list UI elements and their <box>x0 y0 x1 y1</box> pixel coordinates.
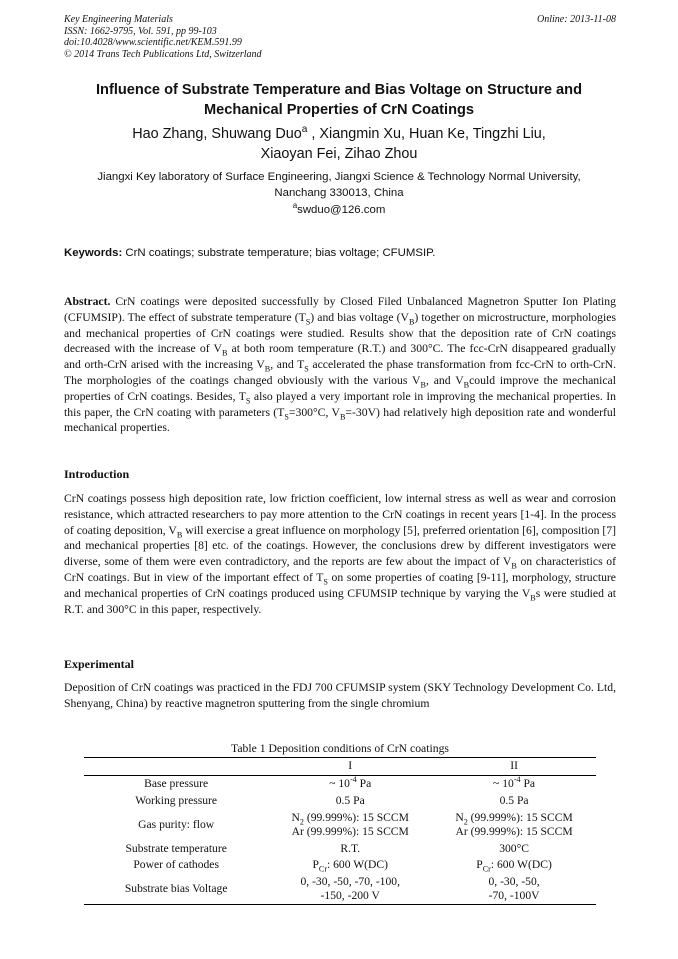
title-line-1: Influence of Substrate Temperature and Bias Voltage on Structure and <box>95 82 582 98</box>
cell-value: 0.5 Pa <box>335 793 365 807</box>
keywords-text: CrN coatings; substrate temperature; bias voltage; CFUMSIP. <box>122 247 436 259</box>
cell-value: ~ $10^{-4}$ Pa <box>329 775 372 791</box>
introduction-text: CrN coatings possess high deposition rate, low friction coefficient, low internal stress as well as wear and corrosion resistance, which attracted researchers to pay more attention to the CrN coatings in recent years [1-4]. In the process of coating deposition, $V_B$ will exercise a great influence on morphology [5], preferred orientation [6], composition [7] and mechanical properties [8] etc. of the coatings. However, the conclusions drew by different investigators were diverse, some of them were even contradictory, and the reports are few about the impact of $V_B$ on characteristics of CrN coatings. But in view of the important effect of $T_S$ on some properties of coating [9-11], morphology, structure and mechanical properties of CrN coatings produced using CFUMSIP technique by varying the $V_Bs$ were studied at R.T. and 300°C in this paper, respectively. <box>64 492 617 616</box>
cell-value: $P_{Cr}$: 600 W(DC) <box>476 858 552 874</box>
table-header-col-1: I <box>268 758 432 776</box>
affiliation-line-2: Nanchang 330013, China <box>274 186 404 199</box>
keywords <box>64 246 616 261</box>
author-email: $^a$swduo@126.com <box>292 201 386 216</box>
journal-issn: ISSN: 1662-9795, Vol. 591, pp 99-103 <box>64 25 217 37</box>
paper-title <box>40 80 638 120</box>
abstract-label: Abstract. <box>64 295 111 308</box>
row-label: Working pressure <box>135 793 218 807</box>
row-label: Power of cathodes <box>133 858 219 872</box>
cell-value: 300°C <box>499 841 529 855</box>
table-header-col-2: II <box>432 758 596 776</box>
deposition-table <box>84 757 596 905</box>
cell-value: $N_2$ (99.999%): 15 SCCM Ar (99.999%): 15 SCCM <box>291 810 409 838</box>
table-row <box>84 809 596 840</box>
introduction-heading: Introduction <box>64 467 130 481</box>
journal-copyright: © 2014 Trans Tech Publications Ltd, Switzerland <box>64 48 262 60</box>
affiliation <box>40 170 638 201</box>
affiliation-line-1: Jiangxi Key laboratory of Surface Engineering, Jiangxi Science & Technology Normal University, <box>97 171 581 183</box>
online-date: Online: 2013-11-08 <box>537 14 616 25</box>
row-label: Substrate temperature <box>125 841 227 855</box>
row-label: Gas purity: flow <box>138 817 215 831</box>
journal-name: Key Engineering Materials <box>64 14 173 25</box>
table-header-empty <box>84 758 268 776</box>
cell-value: 0, -30, -50, -70, -100V <box>432 874 596 905</box>
table-row <box>84 874 596 905</box>
abstract: Abstract. CrN coatings were deposited successfully by Closed Filed Unbalanced Magnetron Sputter Ion Plating (CFUMSIP). The effect of substrate temperature $(T_S)$ and bias voltage $(V_B)$ together on microstructure, morphologies and mechanical properties of CrN coatings were studied. Results show that the deposition rate of CrN coatings decreased with the increase of $V_B$ at both room temperature (R.T.) and 300°C. The fcc-CrN disappeared gradually and orth-CrN arised with the increasing $V_B$, and $T_S$ accelerated the phase transformation from fcc-CrN to orth-CrN. The morphologies of the coatings changed obviously with the various $V_B$, and $V_Bcould$ improve the mechanical properties of CrN coatings. Besides, $T_S$ also played a very important role in improving the mechanical properties. In this paper, the CrN coating with parameters ($T_S=300^\circ C$, $V_B=-30V$) had relatively high deposition rate and wonderful mechanical properties. <box>64 295 617 435</box>
authors-line-1: Hao Zhang, Shuwang Duo$^a$ , Xiangmin Xu, Huan Ke, Tingzhi Liu, <box>132 124 546 142</box>
journal-header <box>64 14 616 60</box>
table-row <box>84 857 596 874</box>
experimental-text: Deposition of CrN coatings was practiced in the FDJ 700 CFUMSIP system (SKY Technology Development Co. Ltd, Shenyang, China) by reactive magnetron sputtering from the single chromium <box>64 681 616 710</box>
title-line-2: Mechanical Properties of CrN Coatings <box>203 102 475 118</box>
cell-value: $N_2$ (99.999%): 15 SCCM Ar (99.999%): 15 SCCM <box>455 810 573 838</box>
keywords-label: Keywords: <box>64 247 123 259</box>
cell-value: 0.5 Pa <box>499 793 529 807</box>
row-label: Substrate bias Voltage <box>84 874 268 905</box>
authors-line-2: Xiaoyan Fei, Zihao Zhou <box>260 146 418 162</box>
journal-doi: doi:10.4028/www.scientific.net/KEM.591.99 <box>64 37 242 48</box>
table-row <box>84 775 596 792</box>
table-row <box>84 840 596 857</box>
row-label: Base pressure <box>144 777 209 791</box>
cell-value: ~ $10^{-4}$ Pa <box>493 775 536 791</box>
table-caption: Table 1 Deposition conditions of CrN coatings <box>231 742 449 755</box>
cell-value: 0, -30, -50, -70, -100, -150, -200 V <box>268 874 432 905</box>
cell-value: R.T. <box>340 841 361 855</box>
authors <box>40 124 638 164</box>
table-header-row <box>84 758 596 776</box>
cell-value: $P_{Cr}$: 600 W(DC) <box>312 858 388 874</box>
experimental-heading: Experimental <box>64 657 134 671</box>
table-row <box>84 793 596 810</box>
